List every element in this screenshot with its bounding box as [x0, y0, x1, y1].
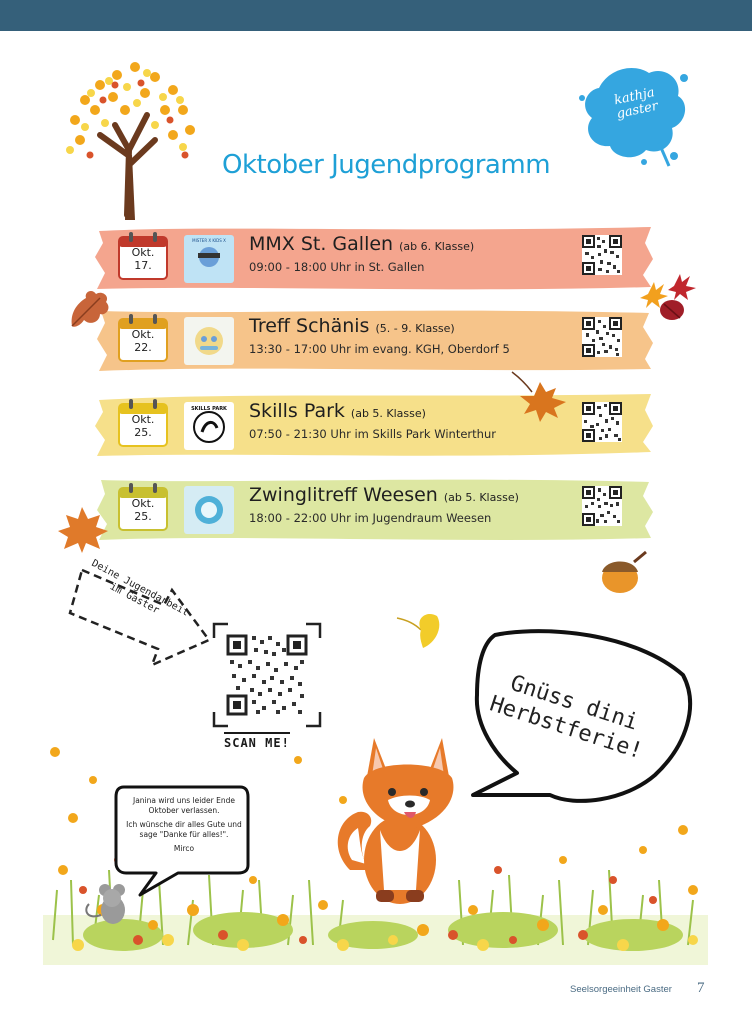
event-row-3 [95, 390, 655, 458]
oak-leaf-icon [66, 286, 114, 332]
event-name: Skills Park (ab 5. Klasse) [249, 400, 426, 422]
farewell-line-2: Ich wünsche dir alles Gute und sage "Danke für alles!". [126, 820, 242, 839]
thumb-label: SKILLS PARK [191, 406, 227, 412]
ginkgo-leaf-icon [393, 608, 443, 652]
page-title: Oktober Jugendprogramm [222, 150, 551, 180]
acorn-icon [596, 548, 650, 596]
event-date: Okt. 25. [131, 497, 155, 523]
event-time: 18:00 - 22:00 Uhr im Jugendraum Weesen [249, 511, 492, 525]
event-thumbnail-treff [184, 317, 234, 365]
page-number: 7 [697, 980, 705, 996]
event-thumbnail-zwinglitreff [184, 486, 234, 534]
qr-code[interactable] [582, 486, 622, 526]
autumn-tree-illustration [55, 55, 205, 220]
scan-qr-code[interactable] [212, 622, 322, 728]
event-class: (ab 5. Klasse) [350, 407, 426, 420]
event-thumbnail-skills-park [184, 402, 234, 450]
bubble-small-text [122, 796, 246, 854]
top-bar [0, 0, 752, 31]
event-time: 13:30 - 17:00 Uhr im evang. KGH, Oberdorf 5 [249, 342, 510, 356]
qr-code[interactable] [582, 235, 622, 275]
event-time: 09:00 - 18:00 Uhr in St. Gallen [249, 260, 425, 274]
event-row-4 [95, 474, 655, 542]
event-date: Okt. 17. [131, 246, 155, 272]
arrow-label: Deine Jugendarbeit im Gaster [89, 557, 191, 619]
event-row-1 [95, 223, 655, 291]
fox-illustration [330, 730, 470, 910]
scan-me-label: SCAN ME! [224, 732, 290, 750]
farewell-signature: Mirco [173, 844, 195, 853]
bubble-large-text: Gnüss dini Herbstferie! [486, 670, 646, 765]
event-class: (ab 6. Klasse) [399, 240, 475, 253]
event-name: Zwinglitreff Weesen (ab 5. Klasse) [249, 484, 519, 506]
event-name: Treff Schänis (5. - 9. Klasse) [249, 315, 455, 337]
logo-text: kathja gaster [612, 85, 660, 123]
maple-leaf-icon [56, 503, 110, 555]
qr-code[interactable] [582, 317, 622, 357]
event-thumbnail-mmx [184, 235, 234, 283]
event-name: MMX St. Gallen (ab 6. Klasse) [249, 233, 475, 255]
event-time: 07:50 - 21:30 Uhr im Skills Park Winterthur [249, 427, 496, 441]
footer-text: Seelsorgeeinheit Gaster [570, 984, 672, 995]
farewell-line-1: Janina wird uns leider Ende Oktober verlassen. [133, 796, 235, 815]
maple-leaf-icon [510, 370, 570, 424]
event-date: Okt. 25. [131, 413, 155, 439]
thumb-label: MISTER X KIDS X [192, 238, 226, 243]
maple-leaves-icon [638, 272, 698, 324]
event-date: Okt. 22. [131, 328, 155, 354]
qr-code[interactable] [582, 402, 622, 442]
event-class: (ab 5. Klasse) [443, 491, 519, 504]
event-class: (5. - 9. Klasse) [375, 322, 455, 335]
event-row-2 [95, 305, 655, 373]
